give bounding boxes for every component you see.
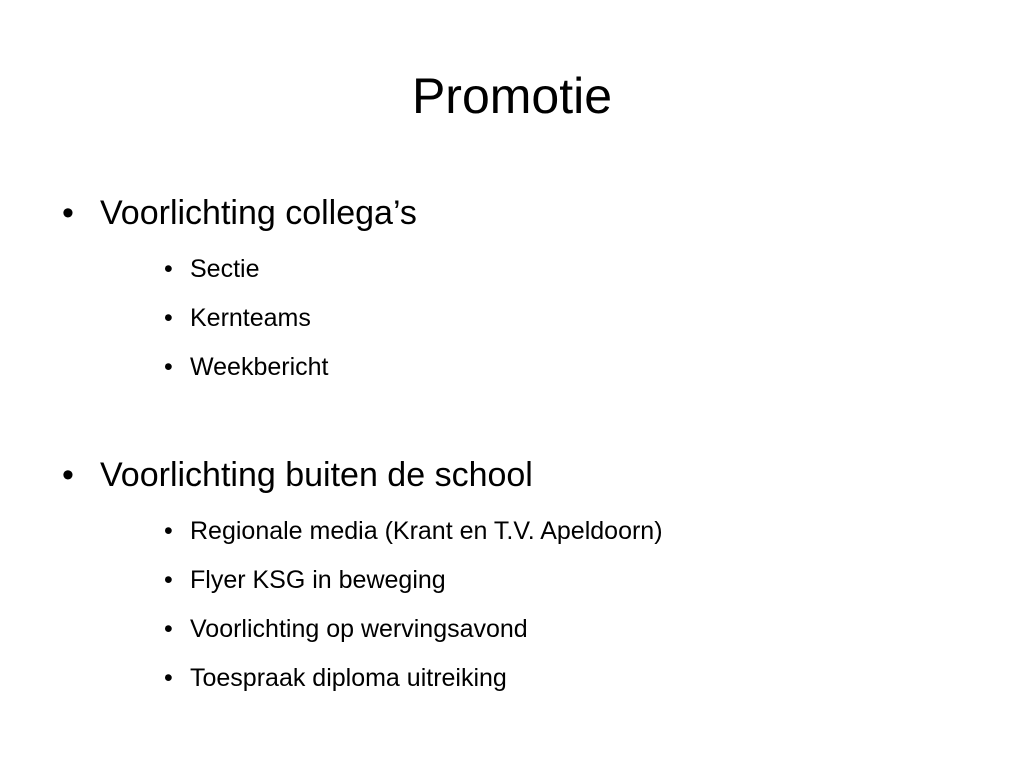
sub-bullet-regionale-media — [164, 515, 663, 547]
bullet-icon: • — [164, 664, 173, 692]
sub-bullet-label: Toespraak diploma uitreiking — [190, 664, 507, 692]
sub-bullet-kernteams — [164, 302, 311, 334]
bullet-icon: • — [164, 255, 173, 283]
slide-title: Promotie — [411, 68, 613, 124]
bullet-label: Voorlichting collega’s — [100, 194, 417, 232]
sub-bullet-label: Weekbericht — [190, 353, 329, 381]
sub-bullet-flyer — [164, 564, 446, 596]
sub-bullet-label: Flyer KSG in beweging — [190, 566, 446, 594]
bullet-icon: • — [164, 304, 173, 332]
bullet-voorlichting-buiten-school — [62, 454, 533, 496]
sub-bullet-wervingsavond — [164, 613, 528, 645]
bullet-icon: • — [164, 517, 173, 545]
sub-bullet-label: Regionale media (Krant en T.V. Apeldoorn) — [190, 517, 663, 545]
sub-bullet-label: Sectie — [190, 255, 260, 283]
bullet-icon: • — [164, 615, 173, 643]
bullet-voorlichting-collegas — [62, 192, 417, 234]
bullet-icon: • — [62, 456, 74, 494]
bullet-icon: • — [164, 566, 173, 594]
bullet-icon: • — [62, 194, 74, 232]
sub-bullet-weekbericht — [164, 351, 329, 383]
sub-bullet-label: Voorlichting op wervingsavond — [190, 615, 528, 643]
bullet-icon: • — [164, 353, 173, 381]
sub-bullet-toespraak — [164, 662, 507, 694]
bullet-label: Voorlichting buiten de school — [100, 456, 533, 494]
sub-bullet-label: Kernteams — [190, 304, 311, 332]
sub-bullet-sectie — [164, 253, 259, 285]
